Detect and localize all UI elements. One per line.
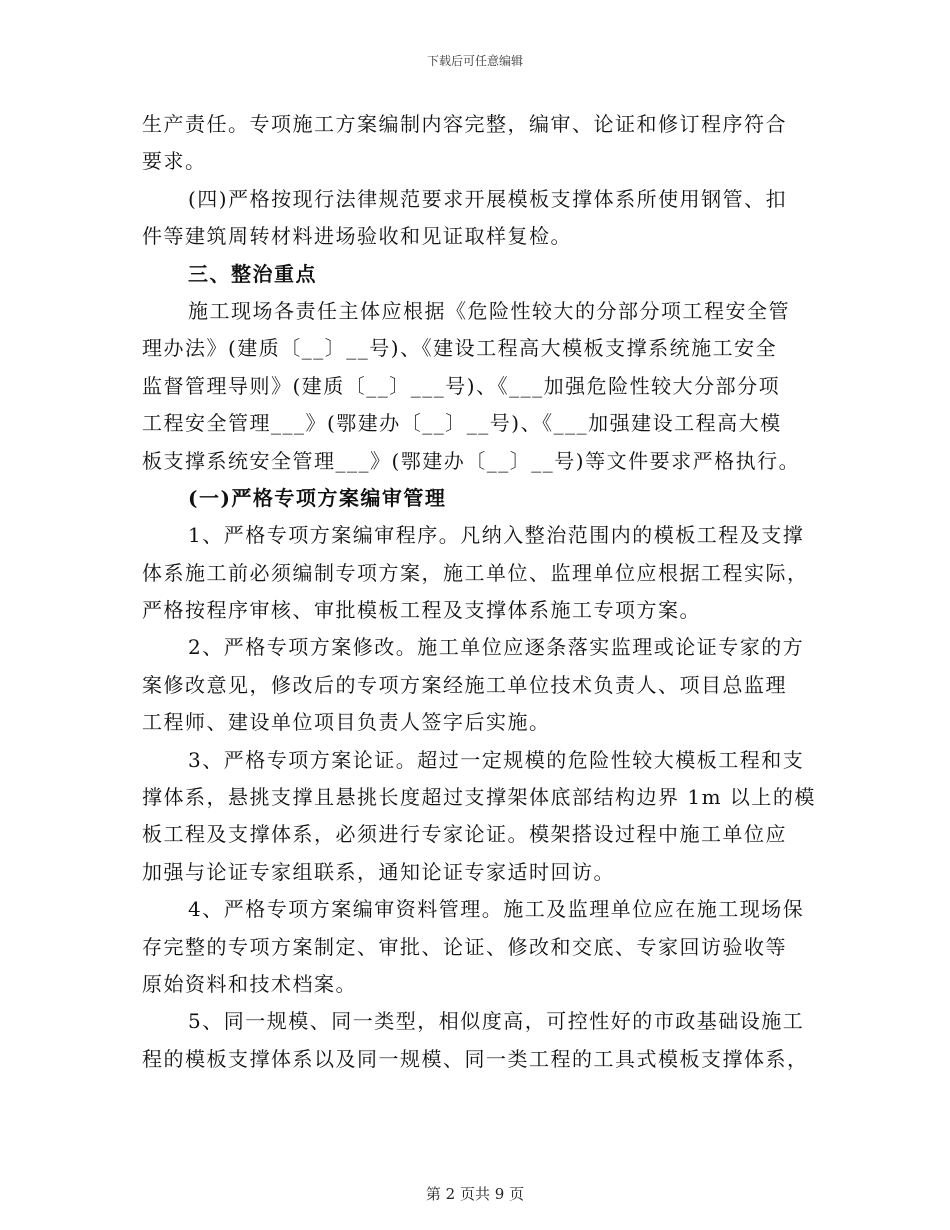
body-text-line: 5、同一规模、同一类型，相似度高，可控性好的市政基础设施工 xyxy=(188,1009,805,1034)
body-text-line: 理办法》(建质〔__〕__号)、《建设工程高大模板支撑系统施工安全 xyxy=(142,336,778,361)
body-text-line: 1、严格专项方案编审程序。凡纳入整治范围内的模板工程及支撑 xyxy=(188,523,805,548)
body-text-line: 严格按程序审核、审批模板工程及支撑体系施工专项方案。 xyxy=(142,598,701,623)
section-heading: 三、整治重点 xyxy=(188,261,317,286)
body-text-line: 板工程及支撑体系，必须进行专家论证。模架搭设过程中施工单位应 xyxy=(142,822,787,847)
body-text-line: 撑体系，悬挑支撑且悬挑长度超过支撑架体底部结构边界 1m 以上的模 xyxy=(142,785,816,810)
body-text-line: 工程师、建设单位项目负责人签字后实施。 xyxy=(142,710,551,735)
page-header: 下载后可任意编辑 xyxy=(426,54,523,68)
body-text-line: 板支撑系统安全管理___》(鄂建办〔__〕__号)等文件要求严格执行。 xyxy=(142,448,801,473)
body-text-line: 件等建筑周转材料进场验收和见证取样复检。 xyxy=(142,224,572,249)
section-heading: (一)严格专项方案编审管理 xyxy=(188,485,447,510)
body-text-line: 生产责任。专项施工方案编制内容完整，编审、论证和修订程序符合 xyxy=(142,112,787,136)
body-text-line: 3、严格专项方案论证。超过一定规模的危险性较大模板工程和支 xyxy=(188,747,805,772)
body-text-line: 存完整的专项方案制定、审批、论证、修改和交底、专家回访验收等 xyxy=(142,934,787,959)
body-text-line: 4、严格专项方案编审资料管理。施工及监理单位应在施工现场保 xyxy=(188,897,805,922)
body-text-line: 要求。 xyxy=(142,149,207,174)
body-text-line: (四)严格按现行法律规范要求开展模板支撑体系所使用钢管、扣 xyxy=(188,186,788,211)
document-body xyxy=(142,106,816,1078)
body-text-line: 监督管理导则》(建质〔__〕___号)、《___加强危险性较大分部分项 xyxy=(142,373,781,398)
body-text-line: 原始资料和技术档案。 xyxy=(142,971,357,996)
body-text-line: 加强与论证专家组联系，通知论证专家适时回访。 xyxy=(142,859,615,884)
body-text-line: 工程安全管理___》(鄂建办〔__〕__号)、《___加强建设工程高大模 xyxy=(142,411,782,436)
body-text-line: 体系施工前必须编制专项方案，施工单位、监理单位应根据工程实际， xyxy=(142,560,809,585)
body-text-line: 程的模板支撑体系以及同一规模、同一类工程的工具式模板支撑体系， xyxy=(142,1046,809,1071)
body-text-line: 2、严格专项方案修改。施工单位应逐条落实监理或论证专家的方 xyxy=(188,635,805,660)
body-text-line: 案修改意见，修改后的专项方案经施工单位技术负责人、项目总监理 xyxy=(142,672,787,697)
body-text-line: 施工现场各责任主体应根据《危险性较大的分部分项工程安全管 xyxy=(188,298,790,323)
page-footer: 第 2 页共 9 页 xyxy=(425,1185,525,1203)
